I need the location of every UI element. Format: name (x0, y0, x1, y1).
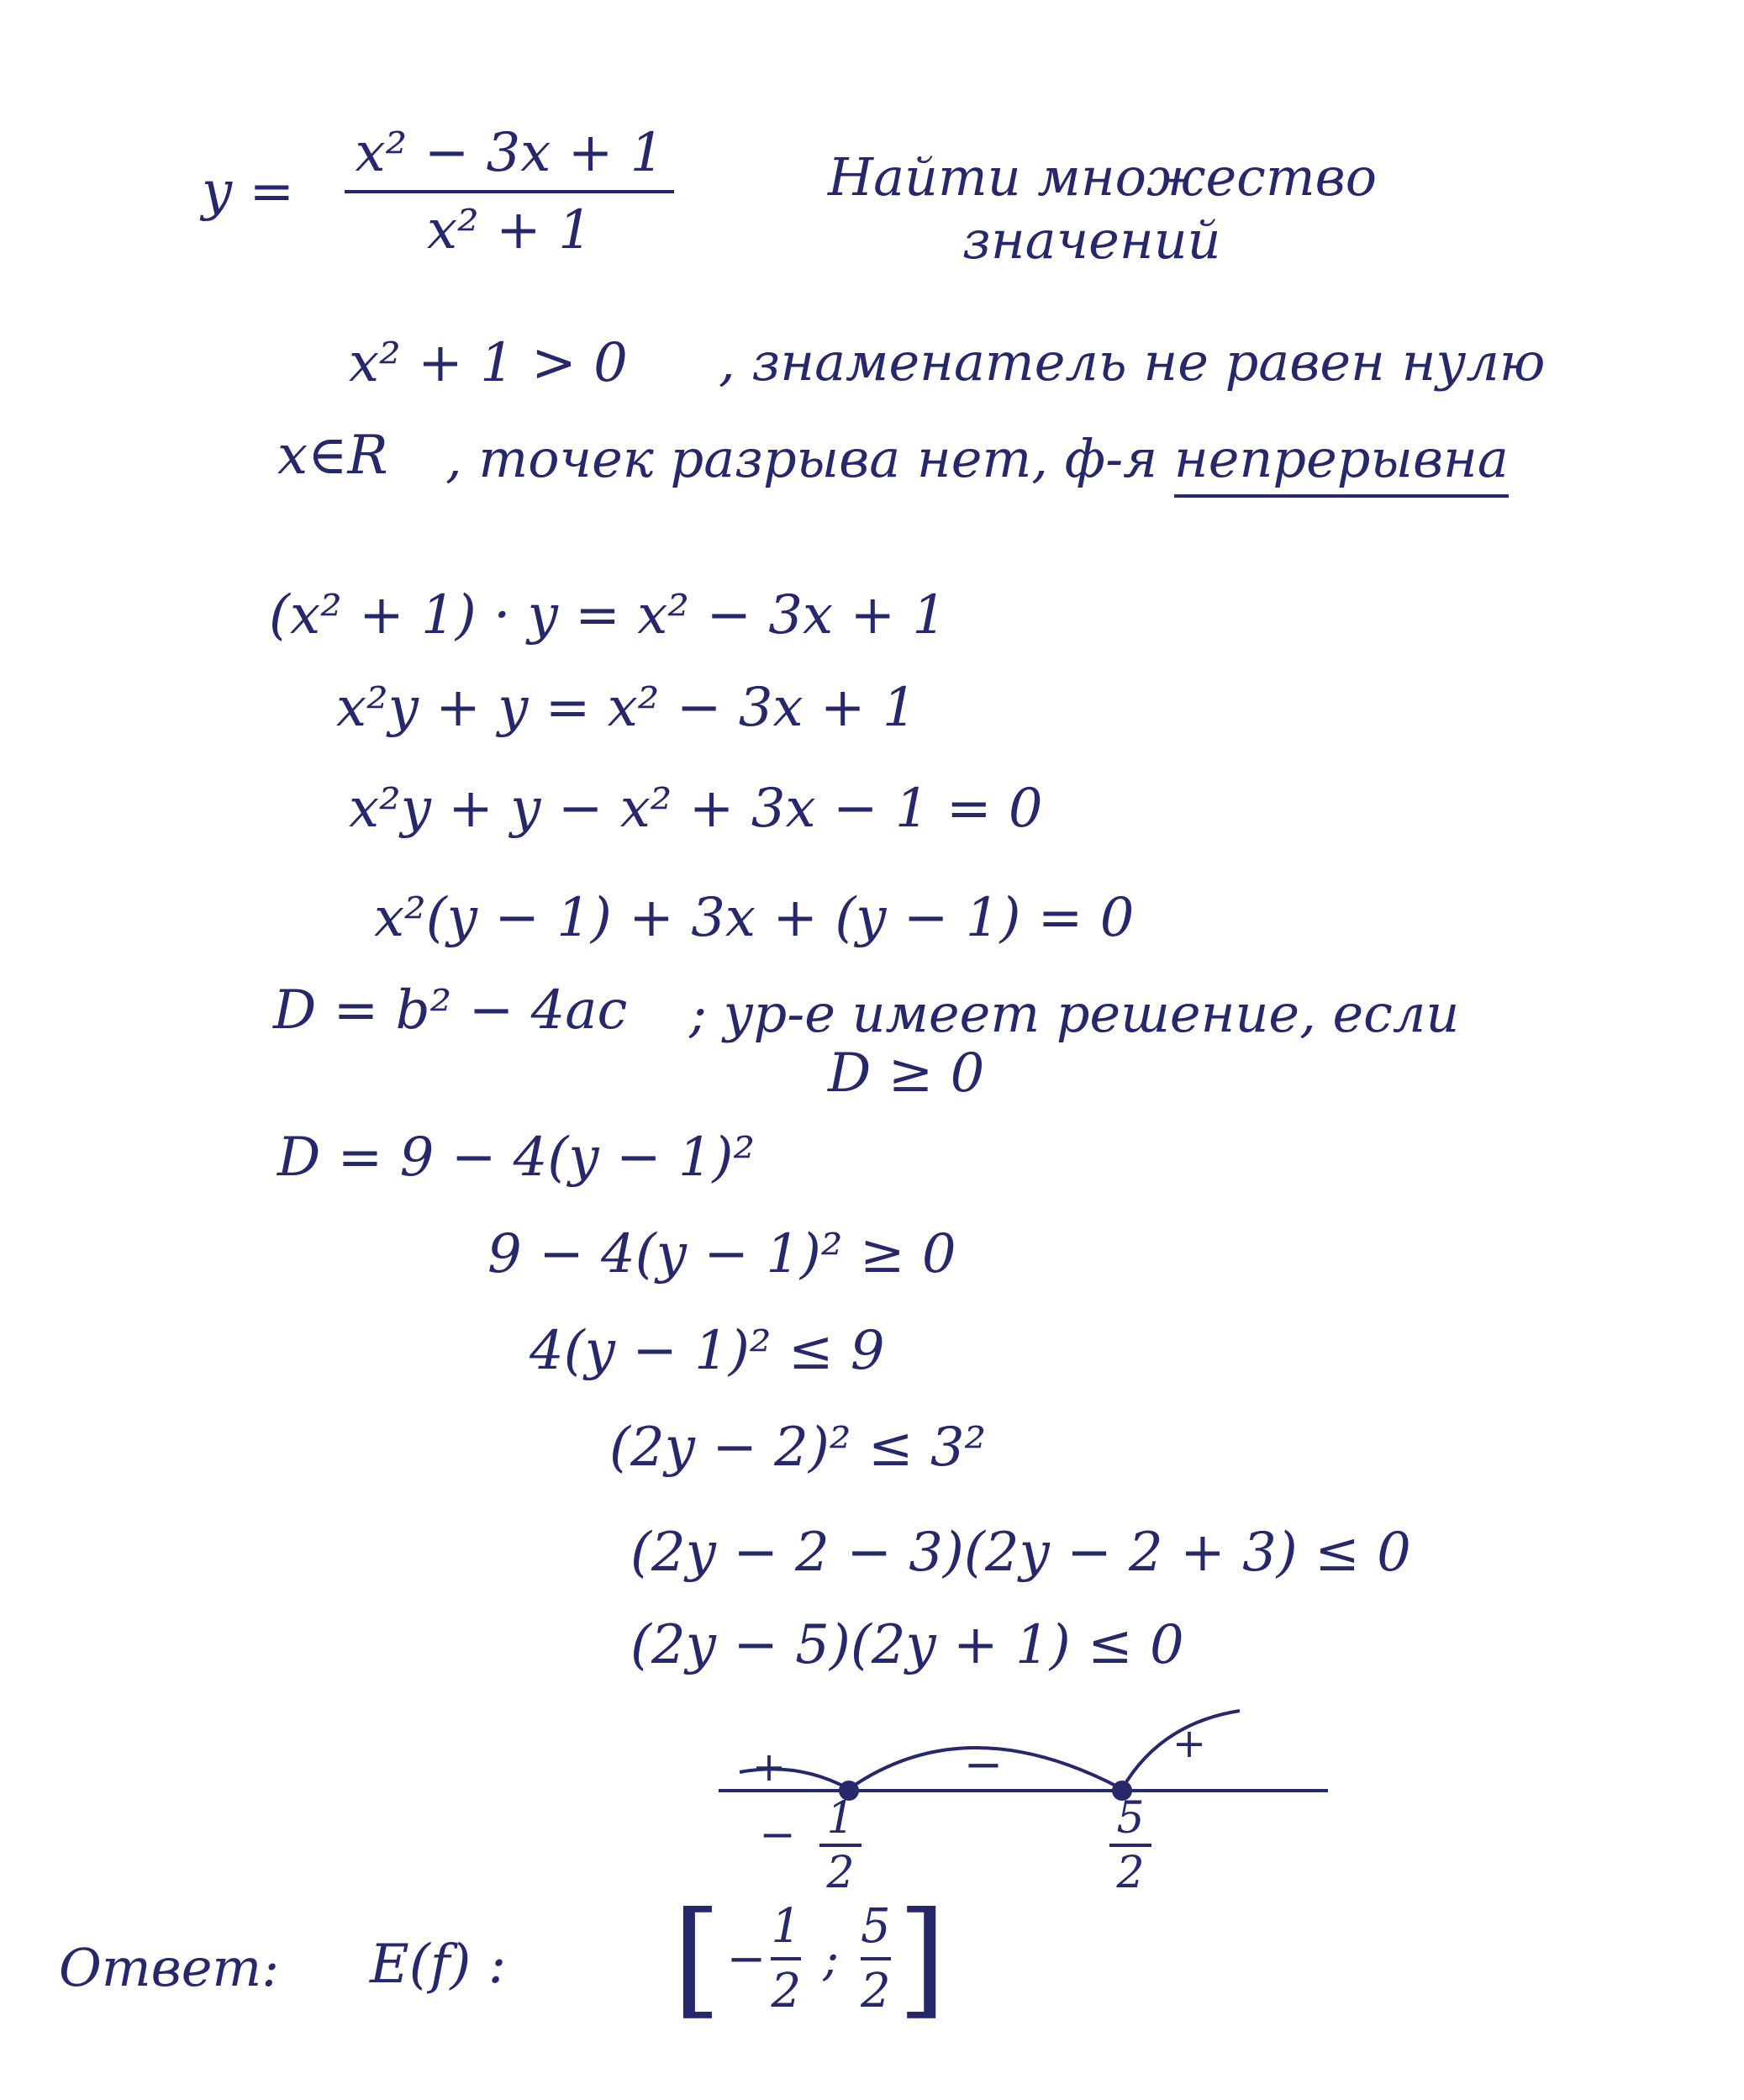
denominator-positive: x² + 1 > 0 (349, 332, 628, 394)
task-line-1: Найти множество (828, 146, 1378, 208)
p1-numerator: 1 (826, 1793, 855, 1844)
denominator-note: , знаменатель не равен нулю (719, 331, 1546, 393)
task-line-2: значений (962, 209, 1221, 271)
function-lhs: y = (202, 161, 295, 223)
answer-interval (672, 1886, 947, 2032)
function-numerator: x² − 3x + 1 (355, 122, 665, 184)
sign-left: + (751, 1744, 787, 1791)
p2-numerator: 5 (1116, 1793, 1145, 1844)
b-numerator: 5 (860, 1899, 891, 1954)
domain-real: x∈R (277, 425, 388, 487)
step-5: 9 − 4(y − 1)² ≥ 0 (487, 1223, 956, 1285)
continuous-underlined: непрерывна (1174, 428, 1509, 498)
a-bar (771, 1957, 801, 1960)
step-1: (x² + 1) · y = x² − 3x + 1 (269, 584, 947, 646)
a-numerator: 1 (771, 1899, 802, 1954)
p2-denominator: 2 (1116, 1848, 1145, 1898)
a-fraction (771, 1899, 801, 2018)
discriminant-value: D = 9 − 4(y − 1)² (277, 1127, 756, 1189)
range-notation: E(f) : (370, 1934, 507, 1996)
step-7: (2y − 2)² ≤ 3² (609, 1417, 987, 1479)
function-denominator: x² + 1 (427, 199, 593, 261)
interval-separator: ; (823, 1931, 839, 1987)
step-2: x²y + y = x² − 3x + 1 (336, 677, 917, 739)
b-fraction (861, 1899, 891, 2018)
right-bracket: ] (897, 1886, 947, 2032)
sign-middle: − (963, 1738, 1004, 1792)
answer-label: Ответ: (59, 1937, 280, 1998)
a-sign: − (726, 1931, 767, 1987)
step-9: (2y − 5)(2y + 1) ≤ 0 (630, 1614, 1184, 1676)
continuity-text: , точек разрыва нет, ф-я (445, 428, 1158, 489)
discriminant-formula: D = b² − 4ac (273, 979, 628, 1042)
sign-right: + (1172, 1720, 1207, 1767)
step-3: x²y + y − x² + 3x − 1 = 0 (349, 778, 1043, 840)
p1-denominator: 2 (826, 1848, 855, 1898)
discriminant-condition: D ≥ 0 (828, 1042, 985, 1105)
b-bar (861, 1957, 891, 1960)
step-8: (2y − 2 − 3)(2y − 2 + 3) ≤ 0 (630, 1522, 1411, 1584)
p1-sign: − (759, 1810, 796, 1860)
step-6: 4(y − 1)² ≤ 9 (530, 1320, 885, 1382)
b-denominator: 2 (860, 1964, 891, 2018)
a-denominator: 2 (771, 1964, 802, 2018)
discriminant-note: ; ур-е имеет решение, если (689, 983, 1460, 1044)
left-bracket: [ (672, 1886, 722, 2032)
step-4: x²(y − 1) + 3x + (y − 1) = 0 (374, 887, 1135, 949)
